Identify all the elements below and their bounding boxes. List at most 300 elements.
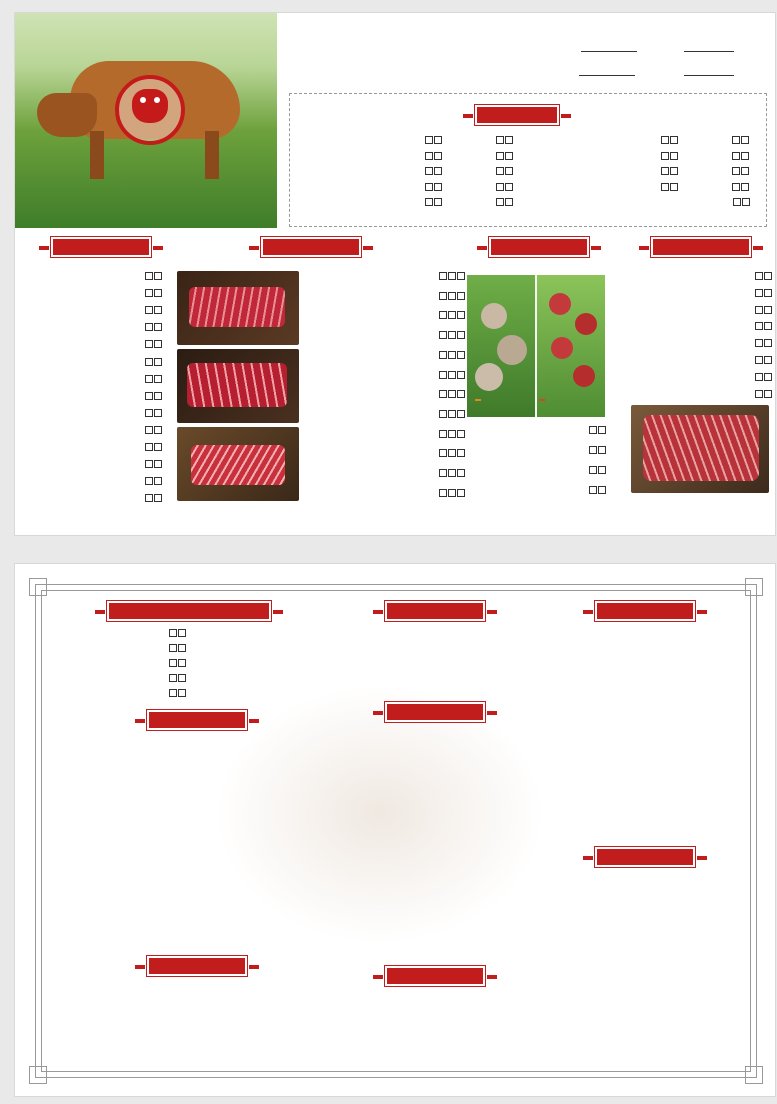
menu-item[interactable] xyxy=(627,336,772,350)
checkbox-group xyxy=(661,136,678,144)
broth-item[interactable] xyxy=(535,195,750,209)
order-checkbox[interactable] xyxy=(457,430,465,438)
corner-ornament xyxy=(745,578,763,596)
order-checkbox[interactable] xyxy=(764,373,772,381)
broth-item[interactable] xyxy=(299,180,513,194)
order-checkbox[interactable] xyxy=(457,449,465,457)
order-checkbox[interactable] xyxy=(496,198,504,206)
beef-slices-shape xyxy=(643,415,759,481)
order-checkbox[interactable] xyxy=(755,356,763,364)
order-checkbox[interactable] xyxy=(169,659,177,667)
order-checkbox[interactable] xyxy=(448,390,456,398)
checkbox-group xyxy=(145,272,162,280)
order-checkbox[interactable] xyxy=(439,430,447,438)
cow-leg-shape xyxy=(90,131,104,179)
order-checkbox[interactable] xyxy=(670,152,678,160)
order-checkbox[interactable] xyxy=(457,292,465,300)
meatball-shape xyxy=(575,313,597,335)
menu-item[interactable] xyxy=(627,353,772,367)
order-checkbox[interactable] xyxy=(733,198,741,206)
corner-ornament xyxy=(745,1066,763,1084)
broth-title xyxy=(475,105,559,125)
order-checkbox[interactable] xyxy=(457,371,465,379)
cow-leg-shape xyxy=(205,131,219,179)
order-checkbox[interactable] xyxy=(742,198,750,206)
checkbox-group xyxy=(732,136,749,144)
order-checkbox[interactable] xyxy=(741,183,749,191)
order-checkbox[interactable] xyxy=(439,292,447,300)
checkbox-group xyxy=(496,136,513,144)
checkbox-group xyxy=(145,375,162,383)
order-checkbox[interactable] xyxy=(145,426,153,434)
amount-field[interactable] xyxy=(680,65,734,76)
table-number-line xyxy=(581,41,637,52)
menu-item[interactable] xyxy=(301,387,465,401)
checkbox-group xyxy=(755,390,772,398)
order-checkbox[interactable] xyxy=(448,371,456,379)
order-checkbox[interactable] xyxy=(764,356,772,364)
order-checkbox[interactable] xyxy=(154,272,162,280)
menu-item[interactable] xyxy=(301,289,465,303)
order-checkbox[interactable] xyxy=(496,136,504,144)
order-checkbox[interactable] xyxy=(178,689,186,697)
checkbox-group xyxy=(589,446,606,454)
order-checkbox[interactable] xyxy=(178,629,186,637)
order-checkbox[interactable] xyxy=(457,410,465,418)
order-checkbox[interactable] xyxy=(496,167,504,175)
checkbox-group xyxy=(145,443,162,451)
order-checkbox[interactable] xyxy=(154,392,162,400)
checkbox-group xyxy=(755,289,772,297)
menu-item[interactable] xyxy=(43,355,162,369)
menu-item[interactable] xyxy=(301,427,465,441)
order-checkbox[interactable] xyxy=(154,477,162,485)
meatballs-photo xyxy=(467,275,605,417)
order-checkbox[interactable] xyxy=(425,136,433,144)
order-checkbox[interactable] xyxy=(764,339,772,347)
order-checkbox[interactable] xyxy=(145,392,153,400)
checkbox-group xyxy=(439,351,465,359)
order-checkbox[interactable] xyxy=(764,390,772,398)
meatball-shape xyxy=(549,293,571,315)
menu-item[interactable] xyxy=(43,491,162,505)
cow-photo xyxy=(15,13,277,228)
order-checkbox[interactable] xyxy=(448,410,456,418)
meatball-shape xyxy=(497,335,527,365)
checkbox-group xyxy=(169,689,186,697)
checkbox-group xyxy=(496,167,513,175)
order-checkbox[interactable] xyxy=(145,494,153,502)
checkbox-group xyxy=(169,644,186,652)
order-checkbox[interactable] xyxy=(425,152,433,160)
checkbox-group xyxy=(589,486,606,494)
order-checkbox[interactable] xyxy=(439,311,447,319)
broth-item[interactable] xyxy=(299,133,513,147)
checkbox-group xyxy=(145,477,162,485)
checkbox-group xyxy=(145,358,162,366)
order-checkbox[interactable] xyxy=(598,446,606,454)
checkbox-group xyxy=(589,466,606,474)
order-checkbox[interactable] xyxy=(178,644,186,652)
menu-item[interactable] xyxy=(301,348,465,362)
corner-ornament xyxy=(29,578,47,596)
checkbox-group xyxy=(755,373,772,381)
menu-item[interactable] xyxy=(627,269,772,283)
cow-background-image xyxy=(215,684,545,944)
order-checkbox[interactable] xyxy=(145,409,153,417)
menu-item[interactable] xyxy=(465,463,606,477)
order-checkbox[interactable] xyxy=(755,322,763,330)
amount-line xyxy=(684,65,734,76)
menu-item[interactable] xyxy=(43,337,162,351)
meatball-title xyxy=(489,237,589,257)
checkbox-group xyxy=(661,152,678,160)
checkbox-group xyxy=(145,426,162,434)
drinks-title xyxy=(595,847,695,867)
menu-item[interactable] xyxy=(67,686,186,700)
menu-item[interactable] xyxy=(43,303,162,317)
menu-item[interactable] xyxy=(627,286,772,300)
order-checkbox[interactable] xyxy=(448,489,456,497)
order-checkbox[interactable] xyxy=(598,426,606,434)
checkbox-group xyxy=(755,356,772,364)
checkbox-group xyxy=(439,410,465,418)
stirfry-beef-photo xyxy=(631,405,769,493)
order-checkbox[interactable] xyxy=(434,183,442,191)
beef-slices-shape xyxy=(189,287,285,327)
menu-item[interactable] xyxy=(67,671,186,685)
menu-item[interactable] xyxy=(465,443,606,457)
beef-slices-photo xyxy=(177,427,299,501)
order-checkbox[interactable] xyxy=(598,486,606,494)
order-checkbox[interactable] xyxy=(448,469,456,477)
menu-item[interactable] xyxy=(465,423,606,437)
menu-item[interactable] xyxy=(465,483,606,497)
checkbox-group xyxy=(439,390,465,398)
checkbox-group xyxy=(661,183,678,191)
order-checkbox[interactable] xyxy=(505,183,513,191)
menu-item[interactable] xyxy=(627,370,772,384)
checkbox-group xyxy=(755,306,772,314)
checkbox-group xyxy=(496,183,513,191)
order-checkbox[interactable] xyxy=(439,489,447,497)
order-checkbox[interactable] xyxy=(496,152,504,160)
beef-slices-shape xyxy=(187,363,287,407)
order-checkbox[interactable] xyxy=(457,311,465,319)
order-checkbox[interactable] xyxy=(154,340,162,348)
order-checkbox[interactable] xyxy=(448,430,456,438)
caption-cooked-balls xyxy=(475,399,481,401)
order-checkbox[interactable] xyxy=(764,272,772,280)
checkbox-group xyxy=(439,331,465,339)
meat-title xyxy=(261,237,361,257)
order-checkbox[interactable] xyxy=(741,152,749,160)
order-checkbox[interactable] xyxy=(755,289,763,297)
beef-slices-photo xyxy=(177,349,299,423)
menu-page-back xyxy=(14,563,776,1097)
order-checkbox[interactable] xyxy=(154,494,162,502)
order-checkbox[interactable] xyxy=(764,306,772,314)
menu-item[interactable] xyxy=(43,457,162,471)
order-checkbox[interactable] xyxy=(434,152,442,160)
order-checkbox[interactable] xyxy=(755,373,763,381)
order-checkbox[interactable] xyxy=(457,331,465,339)
checkbox-group xyxy=(755,322,772,330)
checkbox-group xyxy=(425,167,442,175)
order-checkbox[interactable] xyxy=(434,136,442,144)
checkbox-group xyxy=(439,292,465,300)
checkbox-group xyxy=(439,272,465,280)
menu-item[interactable] xyxy=(301,407,465,421)
menu-item[interactable] xyxy=(43,269,162,283)
order-checkbox[interactable] xyxy=(505,198,513,206)
order-checkbox[interactable] xyxy=(154,323,162,331)
staple-title xyxy=(385,702,485,722)
order-checkbox[interactable] xyxy=(732,167,740,175)
order-checkbox[interactable] xyxy=(732,136,740,144)
order-checkbox[interactable] xyxy=(439,351,447,359)
checkbox-group xyxy=(733,198,750,206)
menu-item[interactable] xyxy=(43,423,162,437)
checkbox-group xyxy=(439,469,465,477)
order-checkbox[interactable] xyxy=(670,136,678,144)
order-checkbox[interactable] xyxy=(145,375,153,383)
order-checkbox[interactable] xyxy=(145,358,153,366)
order-checkbox[interactable] xyxy=(145,323,153,331)
checkbox-group xyxy=(425,183,442,191)
order-checkbox[interactable] xyxy=(755,390,763,398)
caption-raw-balls xyxy=(539,399,545,401)
checkbox-group xyxy=(145,289,162,297)
checkbox-group xyxy=(732,167,749,175)
broth-item[interactable] xyxy=(535,180,749,194)
menu-item[interactable] xyxy=(301,368,465,382)
checkbox-group xyxy=(145,392,162,400)
order-checkbox[interactable] xyxy=(425,183,433,191)
broth-item[interactable] xyxy=(535,149,749,163)
order-checkbox[interactable] xyxy=(457,469,465,477)
menu-item[interactable] xyxy=(43,389,162,403)
order-checkbox[interactable] xyxy=(505,136,513,144)
menu-item[interactable] xyxy=(627,387,772,401)
order-checkbox[interactable] xyxy=(439,469,447,477)
order-checkbox[interactable] xyxy=(145,340,153,348)
order-checkbox[interactable] xyxy=(145,460,153,468)
menu-item[interactable] xyxy=(43,286,162,300)
checkbox-group xyxy=(755,339,772,347)
checkbox-group xyxy=(145,409,162,417)
order-checkbox[interactable] xyxy=(434,167,442,175)
order-checkbox[interactable] xyxy=(755,306,763,314)
broth-item[interactable] xyxy=(299,164,513,178)
menu-item[interactable] xyxy=(67,656,186,670)
veg-title xyxy=(147,710,247,730)
checkbox-group xyxy=(169,674,186,682)
cold-title xyxy=(385,601,485,621)
cow-logo-icon xyxy=(132,89,168,123)
order-checkbox[interactable] xyxy=(145,477,153,485)
menu-item[interactable] xyxy=(43,320,162,334)
order-checkbox[interactable] xyxy=(425,198,433,206)
order-checkbox[interactable] xyxy=(178,659,186,667)
menu-item[interactable] xyxy=(627,303,772,317)
order-checkbox[interactable] xyxy=(661,136,669,144)
meatball-shape xyxy=(573,365,595,387)
checkbox-group xyxy=(496,152,513,160)
menu-item[interactable] xyxy=(67,641,186,655)
order-checkbox[interactable] xyxy=(448,272,456,280)
menu-item[interactable] xyxy=(43,440,162,454)
checkbox-group xyxy=(145,494,162,502)
beef-slices-photo xyxy=(177,271,299,345)
order-checkbox[interactable] xyxy=(764,322,772,330)
order-checkbox[interactable] xyxy=(589,426,597,434)
corner-ornament xyxy=(29,1066,47,1084)
broth-item[interactable] xyxy=(535,164,749,178)
table-number-field[interactable] xyxy=(577,41,637,52)
order-checkbox[interactable] xyxy=(448,449,456,457)
order-checkbox[interactable] xyxy=(448,311,456,319)
fresh-beef-title xyxy=(51,237,151,257)
order-checkbox[interactable] xyxy=(154,460,162,468)
checkbox-group xyxy=(145,323,162,331)
order-checkbox[interactable] xyxy=(145,289,153,297)
order-checkbox[interactable] xyxy=(589,466,597,474)
order-checkbox[interactable] xyxy=(457,351,465,359)
order-checkbox[interactable] xyxy=(425,167,433,175)
menu-item[interactable] xyxy=(301,328,465,342)
waiter-line xyxy=(579,65,635,76)
waiter-field[interactable] xyxy=(575,65,635,76)
checkbox-group xyxy=(169,629,186,637)
order-checkbox[interactable] xyxy=(448,351,456,359)
snacks-title xyxy=(107,601,271,621)
menu-item[interactable] xyxy=(301,486,465,500)
order-checkbox[interactable] xyxy=(434,198,442,206)
order-checkbox[interactable] xyxy=(741,136,749,144)
order-checkbox[interactable] xyxy=(505,152,513,160)
checkbox-group xyxy=(496,198,513,206)
broth-item[interactable] xyxy=(299,149,513,163)
order-checkbox[interactable] xyxy=(661,183,669,191)
menu-item[interactable] xyxy=(301,308,465,322)
order-checkbox[interactable] xyxy=(457,489,465,497)
order-checkbox[interactable] xyxy=(755,339,763,347)
menu-item[interactable] xyxy=(43,406,162,420)
guest-count-line xyxy=(684,41,734,52)
menu-item[interactable] xyxy=(67,626,186,640)
order-checkbox[interactable] xyxy=(169,644,177,652)
order-checkbox[interactable] xyxy=(439,449,447,457)
order-checkbox[interactable] xyxy=(457,272,465,280)
checkbox-group xyxy=(145,306,162,314)
order-checkbox[interactable] xyxy=(154,409,162,417)
juice-title xyxy=(385,966,485,986)
order-checkbox[interactable] xyxy=(169,674,177,682)
order-checkbox[interactable] xyxy=(457,390,465,398)
sides-title xyxy=(147,956,247,976)
broth-item[interactable] xyxy=(535,133,749,147)
checkbox-group xyxy=(425,136,442,144)
order-checkbox[interactable] xyxy=(178,674,186,682)
menu-item[interactable] xyxy=(301,466,465,480)
checkbox-group xyxy=(425,198,442,206)
checkbox-group xyxy=(439,489,465,497)
checkbox-group xyxy=(439,371,465,379)
meatball-shape xyxy=(481,303,507,329)
order-checkbox[interactable] xyxy=(448,292,456,300)
order-checkbox[interactable] xyxy=(439,410,447,418)
order-checkbox[interactable] xyxy=(439,331,447,339)
order-checkbox[interactable] xyxy=(589,446,597,454)
stirfry-title xyxy=(651,237,751,257)
order-checkbox[interactable] xyxy=(732,152,740,160)
order-checkbox[interactable] xyxy=(145,306,153,314)
checkbox-group xyxy=(145,460,162,468)
order-checkbox[interactable] xyxy=(741,167,749,175)
order-checkbox[interactable] xyxy=(169,629,177,637)
order-checkbox[interactable] xyxy=(145,443,153,451)
order-checkbox[interactable] xyxy=(589,486,597,494)
order-checkbox[interactable] xyxy=(661,167,669,175)
order-checkbox[interactable] xyxy=(598,466,606,474)
checkbox-group xyxy=(732,183,749,191)
order-checkbox[interactable] xyxy=(154,375,162,383)
checkbox-group xyxy=(145,340,162,348)
checkbox-group xyxy=(589,426,606,434)
order-checkbox[interactable] xyxy=(439,272,447,280)
order-checkbox[interactable] xyxy=(732,183,740,191)
checkbox-group xyxy=(755,272,772,280)
menu-item[interactable] xyxy=(301,446,465,460)
order-checkbox[interactable] xyxy=(169,689,177,697)
checkbox-group xyxy=(439,449,465,457)
beef-slices-shape xyxy=(191,445,285,485)
broth-item[interactable] xyxy=(299,195,513,209)
order-checkbox[interactable] xyxy=(154,358,162,366)
menu-item[interactable] xyxy=(43,372,162,386)
meatball-shape xyxy=(475,363,503,391)
menu-item[interactable] xyxy=(627,319,772,333)
cow-head-shape xyxy=(37,93,97,137)
order-checkbox[interactable] xyxy=(670,167,678,175)
order-checkbox[interactable] xyxy=(661,152,669,160)
checkbox-group xyxy=(425,152,442,160)
order-checkbox[interactable] xyxy=(154,289,162,297)
order-checkbox[interactable] xyxy=(439,371,447,379)
menu-item[interactable] xyxy=(43,474,162,488)
order-checkbox[interactable] xyxy=(154,443,162,451)
order-checkbox[interactable] xyxy=(154,426,162,434)
order-checkbox[interactable] xyxy=(764,289,772,297)
guest-count-field[interactable] xyxy=(680,41,734,52)
alcohol-title xyxy=(595,601,695,621)
order-checkbox[interactable] xyxy=(505,167,513,175)
menu-item[interactable] xyxy=(301,269,465,283)
order-checkbox[interactable] xyxy=(439,390,447,398)
order-checkbox[interactable] xyxy=(154,306,162,314)
checkbox-group xyxy=(661,167,678,175)
checkbox-group xyxy=(732,152,749,160)
checkbox-group xyxy=(439,430,465,438)
meatball-shape xyxy=(551,337,573,359)
order-checkbox[interactable] xyxy=(448,331,456,339)
order-checkbox[interactable] xyxy=(755,272,763,280)
order-checkbox[interactable] xyxy=(670,183,678,191)
order-checkbox[interactable] xyxy=(496,183,504,191)
checkbox-group xyxy=(169,659,186,667)
order-checkbox[interactable] xyxy=(145,272,153,280)
